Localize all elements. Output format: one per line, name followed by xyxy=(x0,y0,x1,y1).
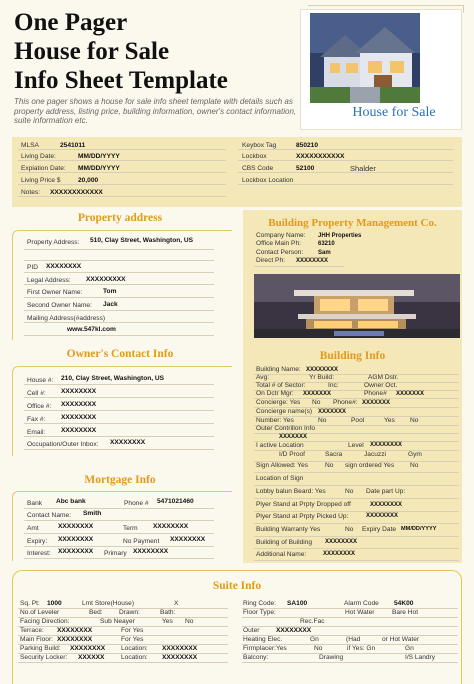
fireplace-no: No xyxy=(314,645,323,652)
location-of-sign-label: Location of Sign xyxy=(256,475,304,482)
plyer-picked-value: XXXXXXXX xyxy=(366,513,399,519)
company-name-value: JHH Properties xyxy=(318,233,362,239)
active-location-label: I active Location xyxy=(256,442,304,449)
balcony-label: Balcony: xyxy=(243,654,269,661)
bed-label: Bed: xyxy=(89,609,103,616)
drawing-label: Drawing xyxy=(319,654,344,661)
number-yes: Number: Yes xyxy=(256,417,294,424)
jacuzzi-label: Jacuzzi xyxy=(364,451,386,458)
building-of-building-value: XXXXXXXX xyxy=(325,539,358,545)
outer-label: Outer xyxy=(243,627,260,634)
pid-label: PID xyxy=(27,264,38,271)
page-title: One Pager House for Sale Info Sheet Template xyxy=(14,9,228,94)
keybox-tag-value: 850210 xyxy=(296,142,319,149)
term-label: Term xyxy=(123,525,138,532)
heating-gn: Gn xyxy=(310,636,319,643)
total-sector-label: Total # of Sector: xyxy=(256,382,306,389)
heating-had: (Had xyxy=(346,636,361,643)
concierge-phone-label: Phone#: xyxy=(333,399,358,406)
security-locker-value: XXXXXX xyxy=(78,654,105,661)
sign-allowed-no: No xyxy=(325,462,334,469)
warranty-yes: Building Warranty Yes xyxy=(256,526,321,533)
sign-allowed-yes: Sign Allowed: Yes xyxy=(256,462,309,469)
fireplace-gn: Gn xyxy=(405,645,414,652)
primary-value: XXXXXXXX xyxy=(133,548,169,555)
amt-value: XXXXXXXX xyxy=(58,523,94,530)
fireplace-yes: Firmplacer:Yes xyxy=(243,645,287,652)
property-address-value: 510, Clay Street, Washington, US xyxy=(90,237,194,244)
office-main-ph-value: 63210 xyxy=(318,241,335,247)
additional-name-value: XXXXXXXX xyxy=(323,551,356,557)
number-no: No xyxy=(318,417,327,424)
locker-location-value: XXXXXXXX xyxy=(162,654,198,661)
pool-yes: Yes xyxy=(384,417,395,424)
dctr-phone-value: XXXXXXX xyxy=(396,391,425,397)
sub-neayer-no: No xyxy=(185,618,194,625)
building-name-label: Building Name: xyxy=(256,366,301,373)
sq-pt-label: Sq. Pt: xyxy=(20,600,40,607)
occupation-label: Occupation/Outer Inbox: xyxy=(27,441,99,448)
heating-hot-water: or Hot Water xyxy=(382,636,420,643)
lobby-board-yes: Lobby balun Beard: Yes xyxy=(256,488,326,495)
dctr-phone-label: Phone# xyxy=(364,390,387,397)
second-owner-value: Jack xyxy=(103,301,118,308)
parking-build-value: XXXXXXXX xyxy=(70,645,106,652)
first-owner-value: Tom xyxy=(103,288,117,295)
house-night-photo-icon xyxy=(254,274,460,338)
direct-ph-value: XXXXXXXX xyxy=(296,258,329,264)
yr-build-label: Yr Build: xyxy=(309,374,334,381)
living-date-label: Living Date: xyxy=(21,153,56,160)
sign-ordered-yes: sign ordered Yes xyxy=(345,462,395,469)
sub-neayer-label: Sub Neayer xyxy=(100,618,135,625)
ring-code-label: Ring Code: xyxy=(243,600,276,607)
keybox-tag-label: Keybox Tag xyxy=(242,142,277,149)
mortgage-phone-value: 5471021460 xyxy=(157,498,194,505)
building-info-heading: Building Info xyxy=(319,350,386,362)
parking-location-label: Location: xyxy=(121,645,148,652)
contact-name-label: Contact Name: xyxy=(27,512,71,519)
mailing-address-label: Mailing Address(#address) xyxy=(27,315,106,322)
cbs-code-label: CBS Code xyxy=(242,165,274,172)
management-heading: Building Property Management Co. xyxy=(268,217,437,229)
concierge-no: No xyxy=(312,399,321,406)
notes-value: XXXXXXXXXXXX xyxy=(50,189,103,196)
warranty-expiry-value: MM/DD/YYYY xyxy=(401,526,437,532)
no-of-leveler-label: No.of Leveler xyxy=(20,609,60,616)
lockbox-label: Lockbox xyxy=(242,153,267,160)
lobby-board-no: No xyxy=(345,488,354,495)
bath-label: Bath: xyxy=(160,609,176,616)
pool-no: No xyxy=(410,417,419,424)
interest-label: Interest: xyxy=(27,550,51,557)
outer-value: XXXXXXXX xyxy=(276,627,312,634)
plyer-dropped-label: Plyer Stand at Prpty Dropped off xyxy=(256,501,351,508)
building-of-building-label: Building of Building xyxy=(256,539,313,546)
drawn-label: Drawn: xyxy=(119,609,140,616)
bank-value: Abc bank xyxy=(56,498,86,505)
concierge-name-label: Concierge name(s) xyxy=(256,408,313,415)
legal-address-label: Legal Address: xyxy=(27,277,71,284)
dctr-mgr-label: On Dctr Mgr: xyxy=(256,390,294,397)
additional-name-label: Additional Name: xyxy=(256,551,307,558)
contact-person-value: Sam xyxy=(318,250,331,256)
lmt-store-value: X xyxy=(174,600,179,607)
house-photo-icon xyxy=(310,13,420,103)
house-number-value: 210, Clay Street, Washington, US xyxy=(61,375,165,382)
mortgage-phone-label: Phone # xyxy=(124,500,149,507)
concierge-name-value: XXXXXXX xyxy=(318,409,347,415)
bare-hot-label: Bare Hot xyxy=(392,609,419,616)
gym-label: Gym xyxy=(408,451,422,458)
property-address-label: Property Address: xyxy=(27,239,80,246)
notes-label: Notes: xyxy=(21,189,41,196)
contact-name-value: Smith xyxy=(83,510,102,517)
agm-dstr-label: AGM Dstr. xyxy=(368,374,399,381)
office-main-ph-label: Office Main Ph: xyxy=(256,240,301,247)
alarm-code-value: 54K00 xyxy=(394,600,414,607)
interest-value: XXXXXXXX xyxy=(58,548,94,555)
terrace-for-yes: For Yes xyxy=(121,627,144,634)
inc-label: Inc: xyxy=(328,382,339,389)
lockbox-value: XXXXXXXXXXX xyxy=(296,153,345,160)
email-value: XXXXXXXX xyxy=(61,427,97,434)
pool-label: Pool xyxy=(351,417,365,424)
building-name-value: XXXXXXXX xyxy=(306,367,339,373)
cell-value: XXXXXXXX xyxy=(61,388,97,395)
main-floor-value: XXXXXXXX xyxy=(57,636,93,643)
plyer-dropped-value: XXXXXXXX xyxy=(370,502,403,508)
warranty-expiry-label: Expiry Date xyxy=(362,526,397,533)
ring-code-value: SA100 xyxy=(287,600,308,607)
company-name-label: Company Name: xyxy=(256,232,306,239)
contact-person-label: Contact Person: xyxy=(256,249,304,256)
no-payment-value: XXXXXXXX xyxy=(170,536,206,543)
warranty-no: No xyxy=(345,526,354,533)
main-floor-for-yes: For Yes xyxy=(121,636,144,643)
rec-fac-label: Rec.Fac xyxy=(300,618,325,625)
floor-type-label: Floor Type: xyxy=(243,609,276,616)
hero-label: House for Sale xyxy=(352,105,436,120)
parking-location-value: XXXXXXXX xyxy=(162,645,198,652)
sq-pt-value: 1000 xyxy=(47,600,62,607)
first-owner-label: First Owner Name: xyxy=(27,289,83,296)
plyer-picked-label: Plyer Stand at Prpty Picked Up: xyxy=(256,513,349,520)
cbs-code-value: 52100 xyxy=(296,165,315,172)
house-number-label: House #: xyxy=(27,377,54,384)
facing-direction-label: Facing Direction: xyxy=(20,618,70,625)
expiry-value: XXXXXXXX xyxy=(58,536,94,543)
concierge-phone-value: XXXXXXX xyxy=(362,400,391,406)
mlsa-label: MLSA xyxy=(21,142,39,149)
cell-label: Cell #: xyxy=(27,390,46,397)
alarm-code-label: Alarm Code xyxy=(344,600,379,607)
avg-label: Avg: xyxy=(256,374,270,381)
outer-contrillon-value: XXXXXXX xyxy=(279,434,308,440)
suite-info-heading: Suite Info xyxy=(212,580,262,592)
concierge-yes: Concierge: Yes xyxy=(256,399,301,406)
security-locker-label: Security Locker: xyxy=(20,654,68,661)
bank-label: Bank xyxy=(27,500,43,507)
owner-contact-heading: Owner's Contact Info xyxy=(66,348,174,360)
is-landry-label: I/S Landry xyxy=(405,654,436,661)
email-label: Email: xyxy=(27,429,46,436)
cbs-extra-value: Shalder xyxy=(350,164,376,173)
mailing-address-value: www.547kl.com xyxy=(67,326,116,333)
main-floor-label: Main Floor: xyxy=(20,636,53,643)
terrace-value: XXXXXXXX xyxy=(57,627,93,634)
page-subtitle: This one pager shows a house for sale info sheet template with details such as property address, listing price, building information, owner's contact information, suite information etc. xyxy=(14,97,297,125)
date-part-up-label: Date part Up: xyxy=(366,488,406,495)
property-address-heading: Property address xyxy=(77,212,163,224)
outer-contrillon-label: Outer Contrillon Info xyxy=(256,425,316,432)
level-label: Level xyxy=(348,442,364,449)
parking-build-label: Parking Build: xyxy=(20,645,61,652)
amt-label: Amt xyxy=(27,525,39,532)
occupation-value: XXXXXXXX xyxy=(110,439,146,446)
living-price-label: Living Price $ xyxy=(21,177,61,184)
expiration-date-value: MM/DD/YYYY xyxy=(78,165,120,172)
fax-label: Fax #: xyxy=(27,416,46,423)
owner-oct-label: Owner Oct. xyxy=(364,382,398,389)
no-payment-label: No Payment xyxy=(123,538,160,545)
expiration-date-label: Expiation Date: xyxy=(21,165,66,172)
living-date-value: MM/DD/YYYY xyxy=(78,153,120,160)
office-label: Office #: xyxy=(27,403,52,410)
term-value: XXXXXXXX xyxy=(153,523,189,530)
fireplace-if-yes: if Yes: Gn xyxy=(347,645,376,652)
sacra-label: Sacra xyxy=(325,451,343,458)
locker-location-label: Location: xyxy=(121,654,148,661)
mlsa-value: 2541011 xyxy=(60,142,86,149)
hot-water-label: Hot Water xyxy=(345,609,375,616)
terrace-label: Terrace: xyxy=(20,627,44,634)
primary-label: Primary xyxy=(104,550,127,557)
mortgage-heading: Mortgage Info xyxy=(84,474,156,486)
id-proof-label: I/D Proof xyxy=(279,451,306,458)
lmt-store-label: Lmt Store(House) xyxy=(82,600,135,607)
living-price-value: 20,000 xyxy=(78,177,99,184)
sign-ordered-no: No xyxy=(410,462,419,469)
level-value: XXXXXXXX xyxy=(370,442,403,448)
expiry-label: Expiry: xyxy=(27,538,48,545)
fax-value: XXXXXXXX xyxy=(61,414,97,421)
office-value: XXXXXXXX xyxy=(61,401,97,408)
pid-value: XXXXXXXX xyxy=(46,263,82,270)
direct-ph-label: Direct Ph: xyxy=(256,257,285,264)
heating-elec-label: Heating Elec. xyxy=(243,636,283,643)
legal-address-value: XXXXXXXXX xyxy=(86,276,126,283)
dctr-mgr-value: XXXXXXX xyxy=(303,391,332,397)
second-owner-label: Second Owner Name: xyxy=(27,302,92,309)
lockbox-location-label: Lockbox Location xyxy=(242,177,294,184)
sub-neayer-yes: Yes xyxy=(162,618,173,625)
